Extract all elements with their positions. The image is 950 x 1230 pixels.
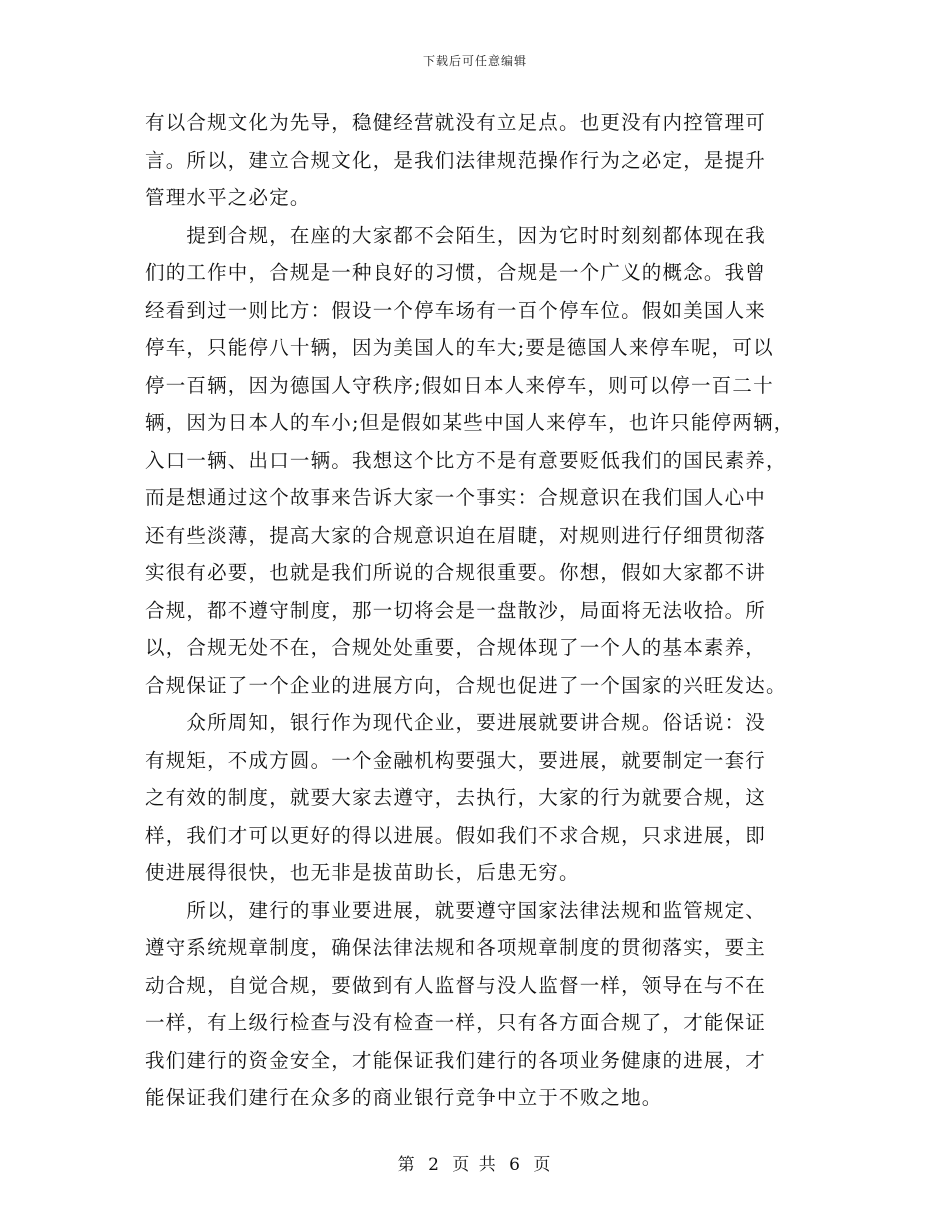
text-line: 我们建行的资金安全，才能保证我们建行的各项业务健康的进展，才 xyxy=(145,1048,767,1072)
text-line: 所以，建行的事业要进展，就要遵守国家法律法规和监管规定、 xyxy=(145,898,767,922)
text-line: 众所周知，银行作为现代企业，要进展就要讲合规。俗话说：没 xyxy=(145,711,767,734)
text-line: 之有效的制度，就要大家去遵守，去执行，大家的行为就要合规，这 xyxy=(145,786,767,809)
text-line: 管理水平之必定。 xyxy=(145,186,311,209)
text-line: 样，我们才可以更好的得以进展。假如我们不求合规，只求进展，即 xyxy=(145,823,767,847)
text-line: 有规矩，不成方圆。一个金融机构要强大，要进展，就要制定一套行 xyxy=(145,748,767,772)
text-line: 而是想通过这个故事来告诉大家一个事实：合规意识在我们国人心中 xyxy=(145,486,767,509)
page-footer xyxy=(0,1150,950,1175)
footer-prefix: 第 xyxy=(397,1155,417,1175)
text-line: 合规，都不遵守制度，那一切将会是一盘散沙，局面将无法收拾。所 xyxy=(145,598,767,622)
total-page-count: 6 xyxy=(509,1155,522,1175)
text-line: 还有些淡薄，提高大家的合规意识迫在眉睫，对规则进行仔细贯彻落 xyxy=(145,523,767,547)
footer-middle: 页 共 xyxy=(452,1155,498,1175)
current-page-number: 2 xyxy=(428,1155,441,1175)
text-line: 能保证我们建行在众多的商业银行竞争中立于不败之地。 xyxy=(145,1086,663,1109)
text-line: 们的工作中，合规是一种良好的习惯，合规是一个广义的概念。我曾 xyxy=(145,261,767,284)
text-line: 入口一辆、出口一辆。我想这个比方不是有意要贬低我们的国民素养， xyxy=(145,448,787,472)
text-line: 停一百辆，因为德国人守秩序;假如日本人来停车，则可以停一百二十 xyxy=(145,373,774,397)
text-line: 动合规，自觉合规，要做到有人监督与没人监督一样，领导在与不在 xyxy=(145,973,767,997)
text-line: 使进展得很快，也无非是拔苗助长，后患无穷。 xyxy=(145,861,580,884)
text-line: 一样，有上级行检查与没有检查一样，只有各方面合规了，才能保证 xyxy=(145,1011,767,1034)
text-line: 停车，只能停八十辆，因为美国人的车大;要是德国人来停车呢，可以 xyxy=(145,336,774,359)
text-line: 遵守系统规章制度，确保法律法规和各项规章制度的贯彻落实，要主 xyxy=(145,936,767,959)
document-body xyxy=(145,104,817,1117)
text-line: 辆，因为日本人的车小;但是假如某些中国人来停车，也许只能停两辆， xyxy=(145,411,795,434)
text-line: 有以合规文化为先导，稳健经营就没有立足点。也更没有内控管理可 xyxy=(145,111,767,134)
page-header: 下载后可任意编辑 xyxy=(422,54,527,68)
text-line: 提到合规，在座的大家都不会陌生，因为它时时刻刻都体现在我 xyxy=(145,223,767,247)
text-line: 言。所以，建立合规文化，是我们法律规范操作行为之必定，是提升 xyxy=(145,148,767,172)
footer-suffix: 页 xyxy=(533,1155,553,1175)
text-line: 合规保证了一个企业的进展方向，合规也促进了一个国家的兴旺发达。 xyxy=(145,673,787,697)
text-line: 经看到过一则比方：假设一个停车场有一百个停车位。假如美国人来 xyxy=(145,298,767,322)
text-line: 以，合规无处不在，合规处处重要，合规体现了一个人的基本素养， xyxy=(145,636,767,659)
text-line: 实很有必要，也就是我们所说的合规很重要。你想，假如大家都不讲 xyxy=(145,561,767,584)
